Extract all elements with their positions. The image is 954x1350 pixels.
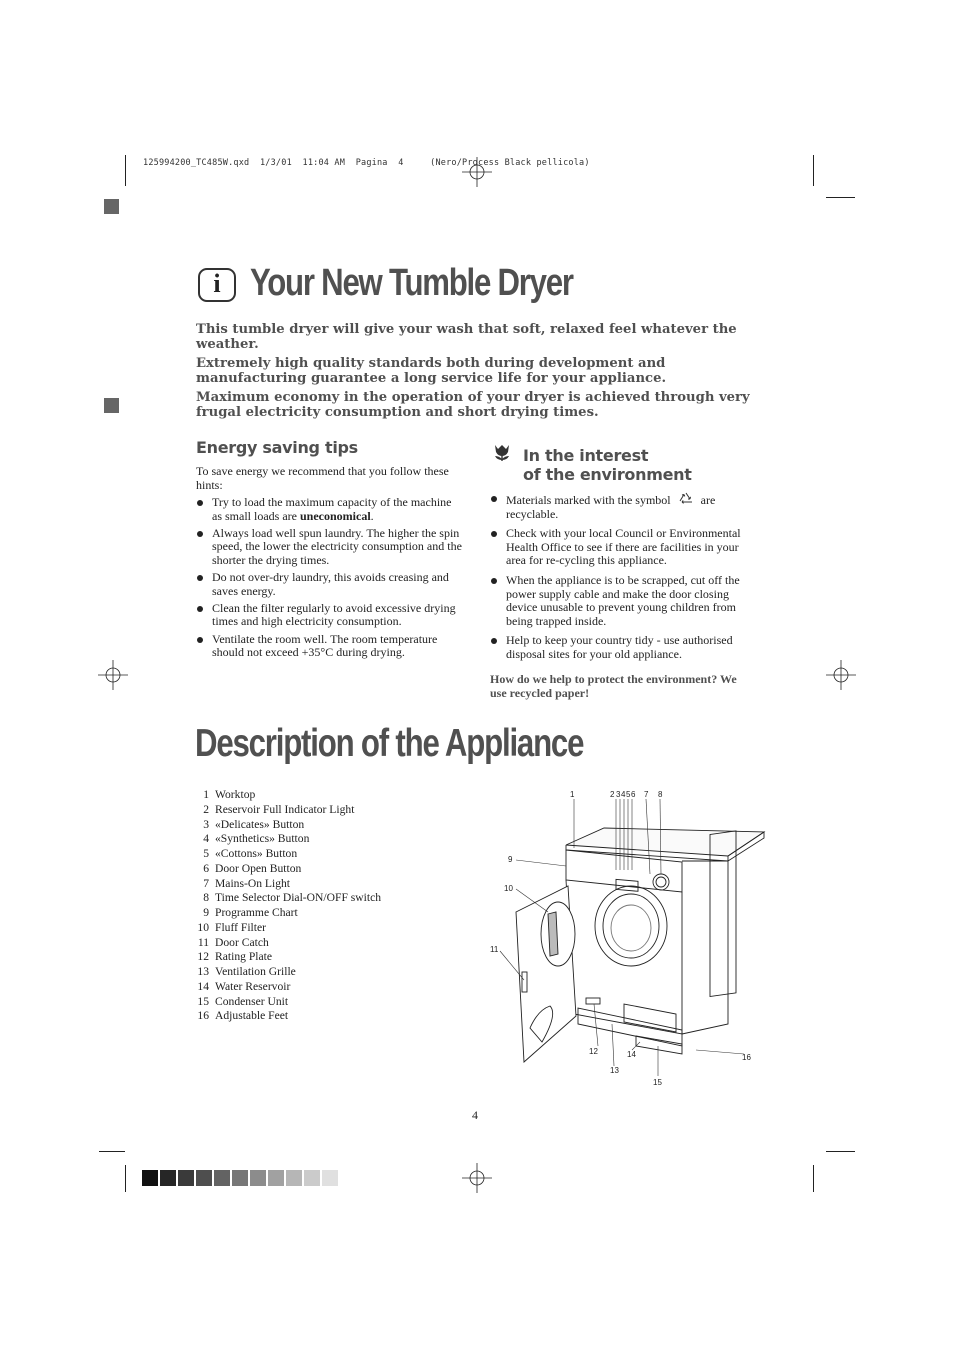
color-swatch bbox=[250, 1170, 266, 1186]
color-swatch bbox=[322, 1170, 338, 1186]
list-item bbox=[196, 950, 381, 965]
part-number: 4 bbox=[203, 832, 209, 846]
crop-mark bbox=[826, 1151, 855, 1152]
color-swatch bbox=[196, 1170, 212, 1186]
diagram-label: 8 bbox=[658, 790, 663, 799]
intro-paragraph: Extremely high quality standards both during development and manufacturing guarantee a long service life for your appliance. bbox=[196, 356, 667, 386]
environment-heading-line: In the interest bbox=[523, 446, 649, 465]
registration-mark-left bbox=[98, 660, 128, 690]
environment-list bbox=[490, 492, 758, 662]
part-label: Time Selector Dial-ON/OFF switch bbox=[215, 891, 382, 905]
diagram-label: 10 bbox=[504, 884, 513, 893]
diagram-label: 12 bbox=[589, 1047, 598, 1056]
list-item bbox=[196, 921, 381, 936]
color-swatch bbox=[268, 1170, 284, 1186]
printer-slug: 125994200_TC485W.qxd 1/3/01 11:04 AM Pagina 4 (Nero/Process Black pellicola) bbox=[143, 158, 590, 168]
item-text: are recyclable. bbox=[506, 493, 716, 521]
list-item bbox=[196, 877, 381, 892]
list-item: Clean the filter regularly to avoid excessive drying times and high electricity consumption. bbox=[196, 602, 464, 629]
crop-mark bbox=[813, 1165, 814, 1192]
diagram-label: 3 bbox=[616, 790, 621, 799]
part-number: 12 bbox=[197, 950, 209, 964]
diagram-label: 15 bbox=[653, 1078, 662, 1087]
registration-mark-right bbox=[826, 660, 856, 690]
part-label: Door Open Button bbox=[215, 861, 302, 875]
list-item bbox=[490, 492, 758, 521]
diagram-label: 11 bbox=[490, 945, 499, 954]
recycle-icon bbox=[677, 492, 695, 506]
part-number: 14 bbox=[197, 979, 209, 993]
time-selector-dial-shape bbox=[653, 874, 669, 890]
item-text: Materials marked with the symbol bbox=[506, 493, 671, 507]
list-item: Help to keep your country tidy - use authorised disposal sites for your old appliance. bbox=[490, 634, 758, 661]
recycled-paper-note: How do we help to protect the environment? We use recycled paper! bbox=[490, 671, 737, 700]
drum-opening-shape bbox=[595, 886, 667, 966]
environment-heading bbox=[490, 446, 758, 484]
part-number: 11 bbox=[197, 935, 209, 949]
list-item: Check with your local Council or Environmental Health Office to see if there are facilities in your area for re-cycling this appliance. bbox=[490, 527, 758, 568]
list-item: Do not over-dry laundry, this avoids creasing and saves energy. bbox=[196, 571, 464, 598]
part-number: 6 bbox=[203, 861, 209, 875]
part-label: Condenser Unit bbox=[215, 994, 289, 1008]
diagram-label: 7 bbox=[644, 790, 649, 799]
part-number: 1 bbox=[203, 788, 209, 801]
ventilation-grille-shape bbox=[578, 1008, 682, 1046]
part-label: Adjustable Feet bbox=[215, 1009, 289, 1023]
tumble-dryer-diagram bbox=[486, 784, 772, 1090]
color-swatch bbox=[178, 1170, 194, 1186]
part-number: 8 bbox=[203, 891, 209, 905]
registration-mark-top bbox=[462, 157, 492, 187]
list-item bbox=[196, 891, 381, 906]
color-swatch bbox=[304, 1170, 320, 1186]
part-label: Fluff Filter bbox=[215, 920, 266, 934]
section-title-appliance: Description of the Appliance bbox=[195, 722, 584, 765]
color-swatch bbox=[286, 1170, 302, 1186]
part-number: 13 bbox=[197, 965, 209, 978]
rating-plate-shape bbox=[586, 998, 600, 1004]
part-label: Ventilation Grille bbox=[215, 965, 296, 978]
list-item bbox=[196, 803, 381, 818]
color-swatch bbox=[142, 1170, 158, 1186]
registration-mark-bottom bbox=[462, 1163, 492, 1193]
crop-mark bbox=[125, 1165, 126, 1192]
page-number: 4 bbox=[472, 1108, 478, 1122]
fluff-filter-shape bbox=[541, 902, 575, 966]
part-label: Door Catch bbox=[215, 935, 269, 949]
diagram-label: 13 bbox=[610, 1066, 619, 1075]
tip-emphasis: uneconomical bbox=[299, 508, 371, 523]
diagram-label: 4 bbox=[621, 790, 626, 799]
intro-paragraph: Maximum economy in the operation of your dryer is achieved through very frugal electricity consumption and short drying times. bbox=[196, 390, 750, 420]
part-label: Reservoir Full Indicator Light bbox=[215, 802, 355, 816]
crop-mark bbox=[813, 155, 814, 186]
part-number: 2 bbox=[203, 802, 209, 816]
color-swatch bbox=[160, 1170, 176, 1186]
color-swatch bbox=[232, 1170, 248, 1186]
part-number: 5 bbox=[203, 847, 209, 860]
crop-mark bbox=[826, 197, 855, 198]
part-number: 15 bbox=[197, 994, 209, 1008]
part-label: Rating Plate bbox=[215, 950, 272, 964]
list-item bbox=[196, 847, 381, 862]
list-item bbox=[196, 980, 381, 995]
energy-tips-lead: To save energy we recommend that you follow these hints: bbox=[196, 464, 449, 492]
color-swatch bbox=[214, 1170, 230, 1186]
list-item bbox=[196, 496, 464, 523]
part-label: Mains-On Light bbox=[215, 876, 291, 890]
environment-section bbox=[490, 446, 758, 700]
list-item bbox=[196, 995, 381, 1010]
list-item bbox=[196, 818, 381, 833]
page-title: Your New Tumble Dryer bbox=[250, 262, 573, 304]
list-item: Always load well spun laundry. The higher the spin speed, the lower the electricity consumption and the shorter the drying times. bbox=[196, 527, 464, 568]
margin-marker-square bbox=[104, 199, 119, 214]
part-label: «Delicates» Button bbox=[215, 817, 305, 831]
diagram-label: 16 bbox=[742, 1053, 751, 1062]
part-label: «Cottons» Button bbox=[215, 847, 298, 860]
part-number: 7 bbox=[203, 876, 209, 890]
diagram-label: 9 bbox=[508, 855, 513, 864]
part-label: Water Reservoir bbox=[215, 979, 291, 993]
part-label: Worktop bbox=[215, 788, 256, 801]
tip-text: Try to load the maximum capacity of the machine as small loads are bbox=[212, 495, 452, 523]
list-item bbox=[196, 965, 381, 980]
diagram-label: 1 bbox=[570, 790, 575, 799]
crop-mark bbox=[99, 1151, 125, 1152]
energy-tips-section bbox=[196, 438, 464, 663]
intro-text bbox=[196, 322, 756, 424]
part-number: 9 bbox=[203, 906, 209, 919]
list-item: When the appliance is to be scrapped, cut off the power supply cable and make the door closing device unusable to prevent young children from being trapped inside. bbox=[490, 574, 758, 628]
list-item bbox=[196, 906, 381, 921]
diagram-label: 5 bbox=[626, 790, 631, 799]
tip-text: . bbox=[370, 508, 374, 523]
environment-heading-line: of the environment bbox=[523, 465, 692, 484]
energy-tips-heading: Energy saving tips bbox=[196, 438, 358, 457]
list-item: Ventilate the room well. The room temperature should not exceed +35°C during drying. bbox=[196, 633, 464, 660]
diagram-label: 14 bbox=[627, 1050, 636, 1059]
intro-paragraph: This tumble dryer will give your wash that soft, relaxed feel whatever the weather. bbox=[196, 322, 737, 352]
crop-mark bbox=[125, 155, 126, 186]
parts-list bbox=[196, 788, 381, 1024]
list-item bbox=[196, 832, 381, 847]
diagram-label: 2 bbox=[610, 790, 615, 799]
part-label: «Synthetics» Button bbox=[215, 832, 310, 846]
info-icon: i bbox=[198, 268, 236, 302]
list-item bbox=[196, 936, 381, 951]
list-item bbox=[196, 862, 381, 877]
list-item bbox=[196, 788, 381, 803]
part-number: 3 bbox=[203, 817, 209, 831]
energy-tips-list bbox=[196, 496, 464, 660]
part-number: 10 bbox=[197, 920, 209, 934]
part-number: 16 bbox=[197, 1009, 209, 1023]
diagram-label: 6 bbox=[631, 790, 636, 799]
part-label: Programme Chart bbox=[215, 906, 298, 919]
list-item bbox=[196, 1009, 381, 1024]
margin-marker-square bbox=[104, 398, 119, 413]
